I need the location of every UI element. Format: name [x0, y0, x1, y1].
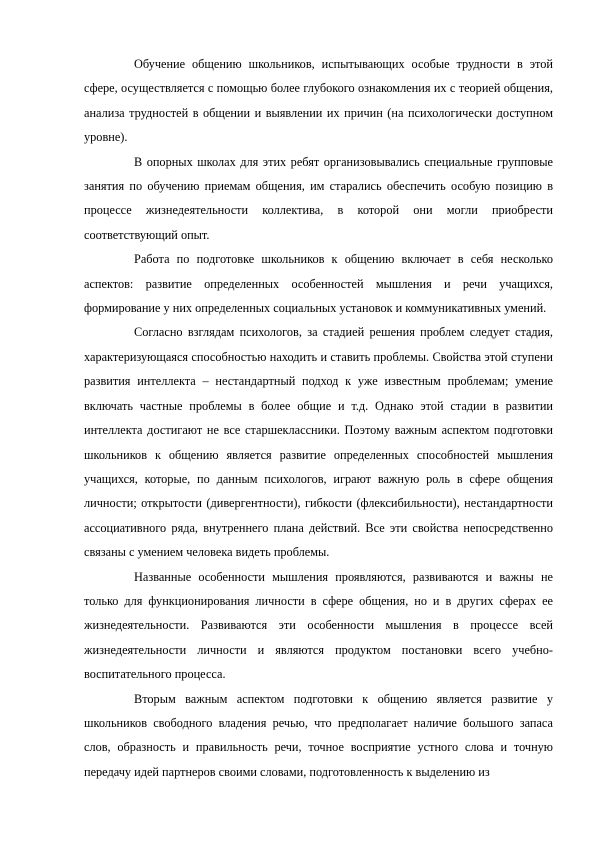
- paragraph-5: Названные особенности мышления проявляются, развиваются и важны не только для функционирования личности в сфере общения, но и в других сферах ее жизнедеятельности. Развиваются эти особенности мышления в процессе всей жизнедеятельности личности и являются продуктом постановки всего учебно-воспитательного процесса.: [84, 569, 553, 682]
- paragraph-6: Вторым важным аспектом подготовки к общению является развитие у школьников свободного владения речью, что предполагает наличие большого запаса слов, образность и правильность речи, точное восприятие устного слова и точную передачу идей партнеров своими словами, подготовленность к выделению из: [84, 691, 553, 779]
- paragraph-3: Работа по подготовке школьников к общению включает в себя несколько аспектов: развитие определенных особенностей мышления и речи учащихся, формирование у них определенных социальных установок и коммуникативных умений.: [84, 252, 553, 316]
- paragraph-2: В опорных школах для этих ребят организовывались специальные групповые занятия по обучению приемам общения, им старались обеспечить особую позицию в процессе жизнедеятельности коллектива, в которой они могли приобрести соответствующий опыт.: [84, 154, 553, 242]
- document-page: [84, 52, 553, 784]
- paragraph-4: Согласно взглядам психологов, за стадией решения проблем следует стадия, характеризующаяся способностью находить и ставить проблемы. Свойства этой ступени развития интеллекта – нестандартный подход к уже известным проблемам; умение включать частные проблемы в более общие и т.д. Однако этой стадии в развитии интеллекта достигают не все старшеклассники. Поэтому важным аспектом подготовки школьников к общению является развитие определенных способностей мышления учащихся, которые, по данным психологов, играют важную роль в сфере общения личности; открытости (дивергентности), гибкости (флексибильности), нестандартности ассоциативного ряда, внутреннего плана действий. Все эти свойства непосредственно связаны с умением человека видеть проблемы.: [84, 325, 553, 560]
- paragraph-1: Обучение общению школьников, испытывающих особые трудности в этой сфере, осуществляется с помощью более глубокого ознакомления их с теорией общения, анализа трудностей в общении и выявлении их причин (на психологически доступном уровне).: [84, 57, 553, 145]
